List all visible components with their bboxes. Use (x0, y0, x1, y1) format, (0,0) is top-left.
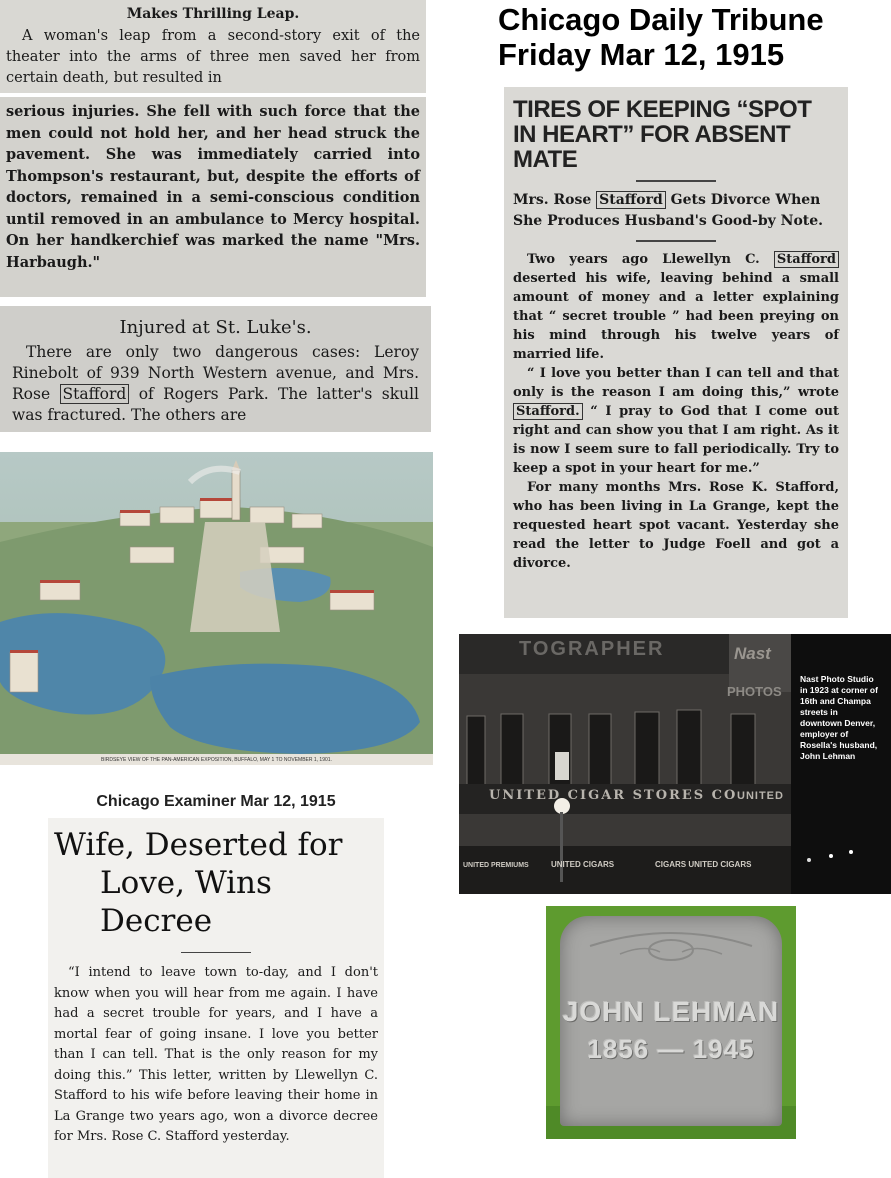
gravestone (560, 916, 782, 1126)
clipping-thrilling-leap-bottom (0, 97, 426, 297)
sign-nast: Nast (734, 644, 771, 663)
examiner-headline-line2: Love, Wins Decree (100, 865, 272, 939)
tribune-paragraph-2 (513, 364, 839, 478)
sign-united: UNITED (737, 790, 784, 802)
clipping-text (12, 342, 419, 426)
sign-photographer: TOGRAPHER (519, 638, 665, 660)
tribune-paragraph-3: For many months Mrs. Rose K. Stafford, who has been living in La Grange, kept the requested heart spot vacant. Yesterday she read the letter to Judge Foell and got a divorce. (513, 480, 839, 571)
exposition-illustration (0, 452, 433, 765)
clipping-text: A woman's leap from a second-story exit of the theater into the arms of three men saved her from certain death, but resulted in (6, 28, 420, 86)
highlighted-surname: Stafford (60, 384, 130, 404)
gravestone-dates: 1856 — 1945 (587, 1034, 755, 1064)
tribune-paragraph-1 (513, 250, 839, 364)
gravestone-image (546, 906, 796, 1139)
subheadline-after: Gets Divorce When She Produces Husband's Good-by Note. (513, 192, 824, 229)
subheadline-before: Mrs. Rose (513, 192, 592, 208)
clipping-headline: Makes Thrilling Leap. (126, 6, 300, 22)
clipping-text: serious injuries. She fell with such force that the men could not hold her, and her head struck the pavement. She was immediately carried into Thompson's restaurant, but, despite the efforts of doctors, remained in a semi-conscious condition until removed in an ambulance to Mercy hospital. On her handkerchief was marked the name "Mrs. Harbaugh." (6, 103, 420, 271)
examiner-rule (181, 952, 251, 953)
studio-caption: Nast Photo Studio in 1923 at corner of 16th and Champa streets in downtown Denver, employer of Rosella's husband, John Lehman (800, 674, 878, 761)
clipping-text-after: of Rogers Park. The latter's skull was fractured. The others are (12, 385, 420, 424)
gravestone-name: JOHN LEHMAN (562, 996, 780, 1027)
tribune-subheadline (513, 190, 839, 232)
tribune-headline: TIRES OF KEEPING “SPOT IN HEART” FOR ABSENT MATE (513, 96, 812, 173)
paragraph-after: “ I pray to God that I come out right and can show you that I am right. As it is now I seem sure to fall periodically. Try to keep a spot in your heart for me.” (513, 404, 839, 476)
headline-rule (636, 180, 716, 182)
exposition-birdseye-image (0, 452, 433, 765)
highlighted-surname: Stafford (774, 251, 839, 268)
tribune-title-line2: Friday Mar 12, 1915 (498, 37, 785, 72)
examiner-body: “I intend to leave town to-day, and I don't know when you will hear from me again. I have had a secret trouble for years, and I have a mortal fear of going insane. I love you better than I can tell. That is the only reason for my doing this.” This letter, written by Llewellyn C. Stafford to his wife before leaving their home in La Grange two years ago, won a divorce decree for Mrs. Rose C. Stafford yesterday. (54, 965, 378, 1144)
sign-united-cigars: UNITED CIGARS (551, 860, 615, 869)
paragraph-before: Two years ago Llewellyn C. (527, 252, 760, 267)
nast-photo-studio-image (459, 634, 891, 894)
clipping-examiner-article (48, 818, 384, 1178)
examiner-headline-line1: Wife, Deserted for (54, 827, 343, 863)
paragraph-after: deserted his wife, leaving behind a small amount of money and a letter explaining that “ secret trouble ” had been preying on his mind through his twelve years of married life. (513, 271, 839, 362)
clipping-text-before: There are only two dangerous cases: Leroy Rinebolt of 939 North Western avenue, and Mrs. Rose (12, 343, 419, 403)
sign-united-premiums: UNITED PREMIUMS (463, 862, 529, 869)
clipping-thrilling-leap-top (0, 0, 426, 93)
clipping-headline: Injured at St. Luke's. (119, 317, 312, 338)
clipping-st-lukes (0, 306, 431, 432)
highlighted-surname: Stafford (596, 191, 666, 209)
clipping-tribune-article (504, 87, 848, 618)
sign-cigars-united: CIGARS UNITED CIGARS (655, 860, 752, 869)
exposition-caption: BIRDSEYE VIEW OF THE PAN-AMERICAN EXPOSITION, BUFFALO, MAY 1 TO NOVEMBER 1, 1901. (101, 757, 332, 763)
sign-photos: PHOTOS (727, 684, 782, 699)
tribune-title (498, 2, 891, 72)
paragraph-before: “ I love you better than I can tell and that only is the reason I am doing this,” wrote (513, 366, 839, 400)
sign-cigar-stores: UNITED CIGAR STORES CO (489, 788, 738, 803)
highlighted-surname: Stafford. (513, 403, 583, 420)
examiner-caption: Chicago Examiner Mar 12, 1915 (96, 793, 336, 810)
studio-illustration (459, 634, 891, 894)
stone-ornament (560, 924, 782, 984)
tribune-title-line1: Chicago Daily Tribune (498, 2, 824, 37)
subheadline-rule (636, 240, 716, 242)
